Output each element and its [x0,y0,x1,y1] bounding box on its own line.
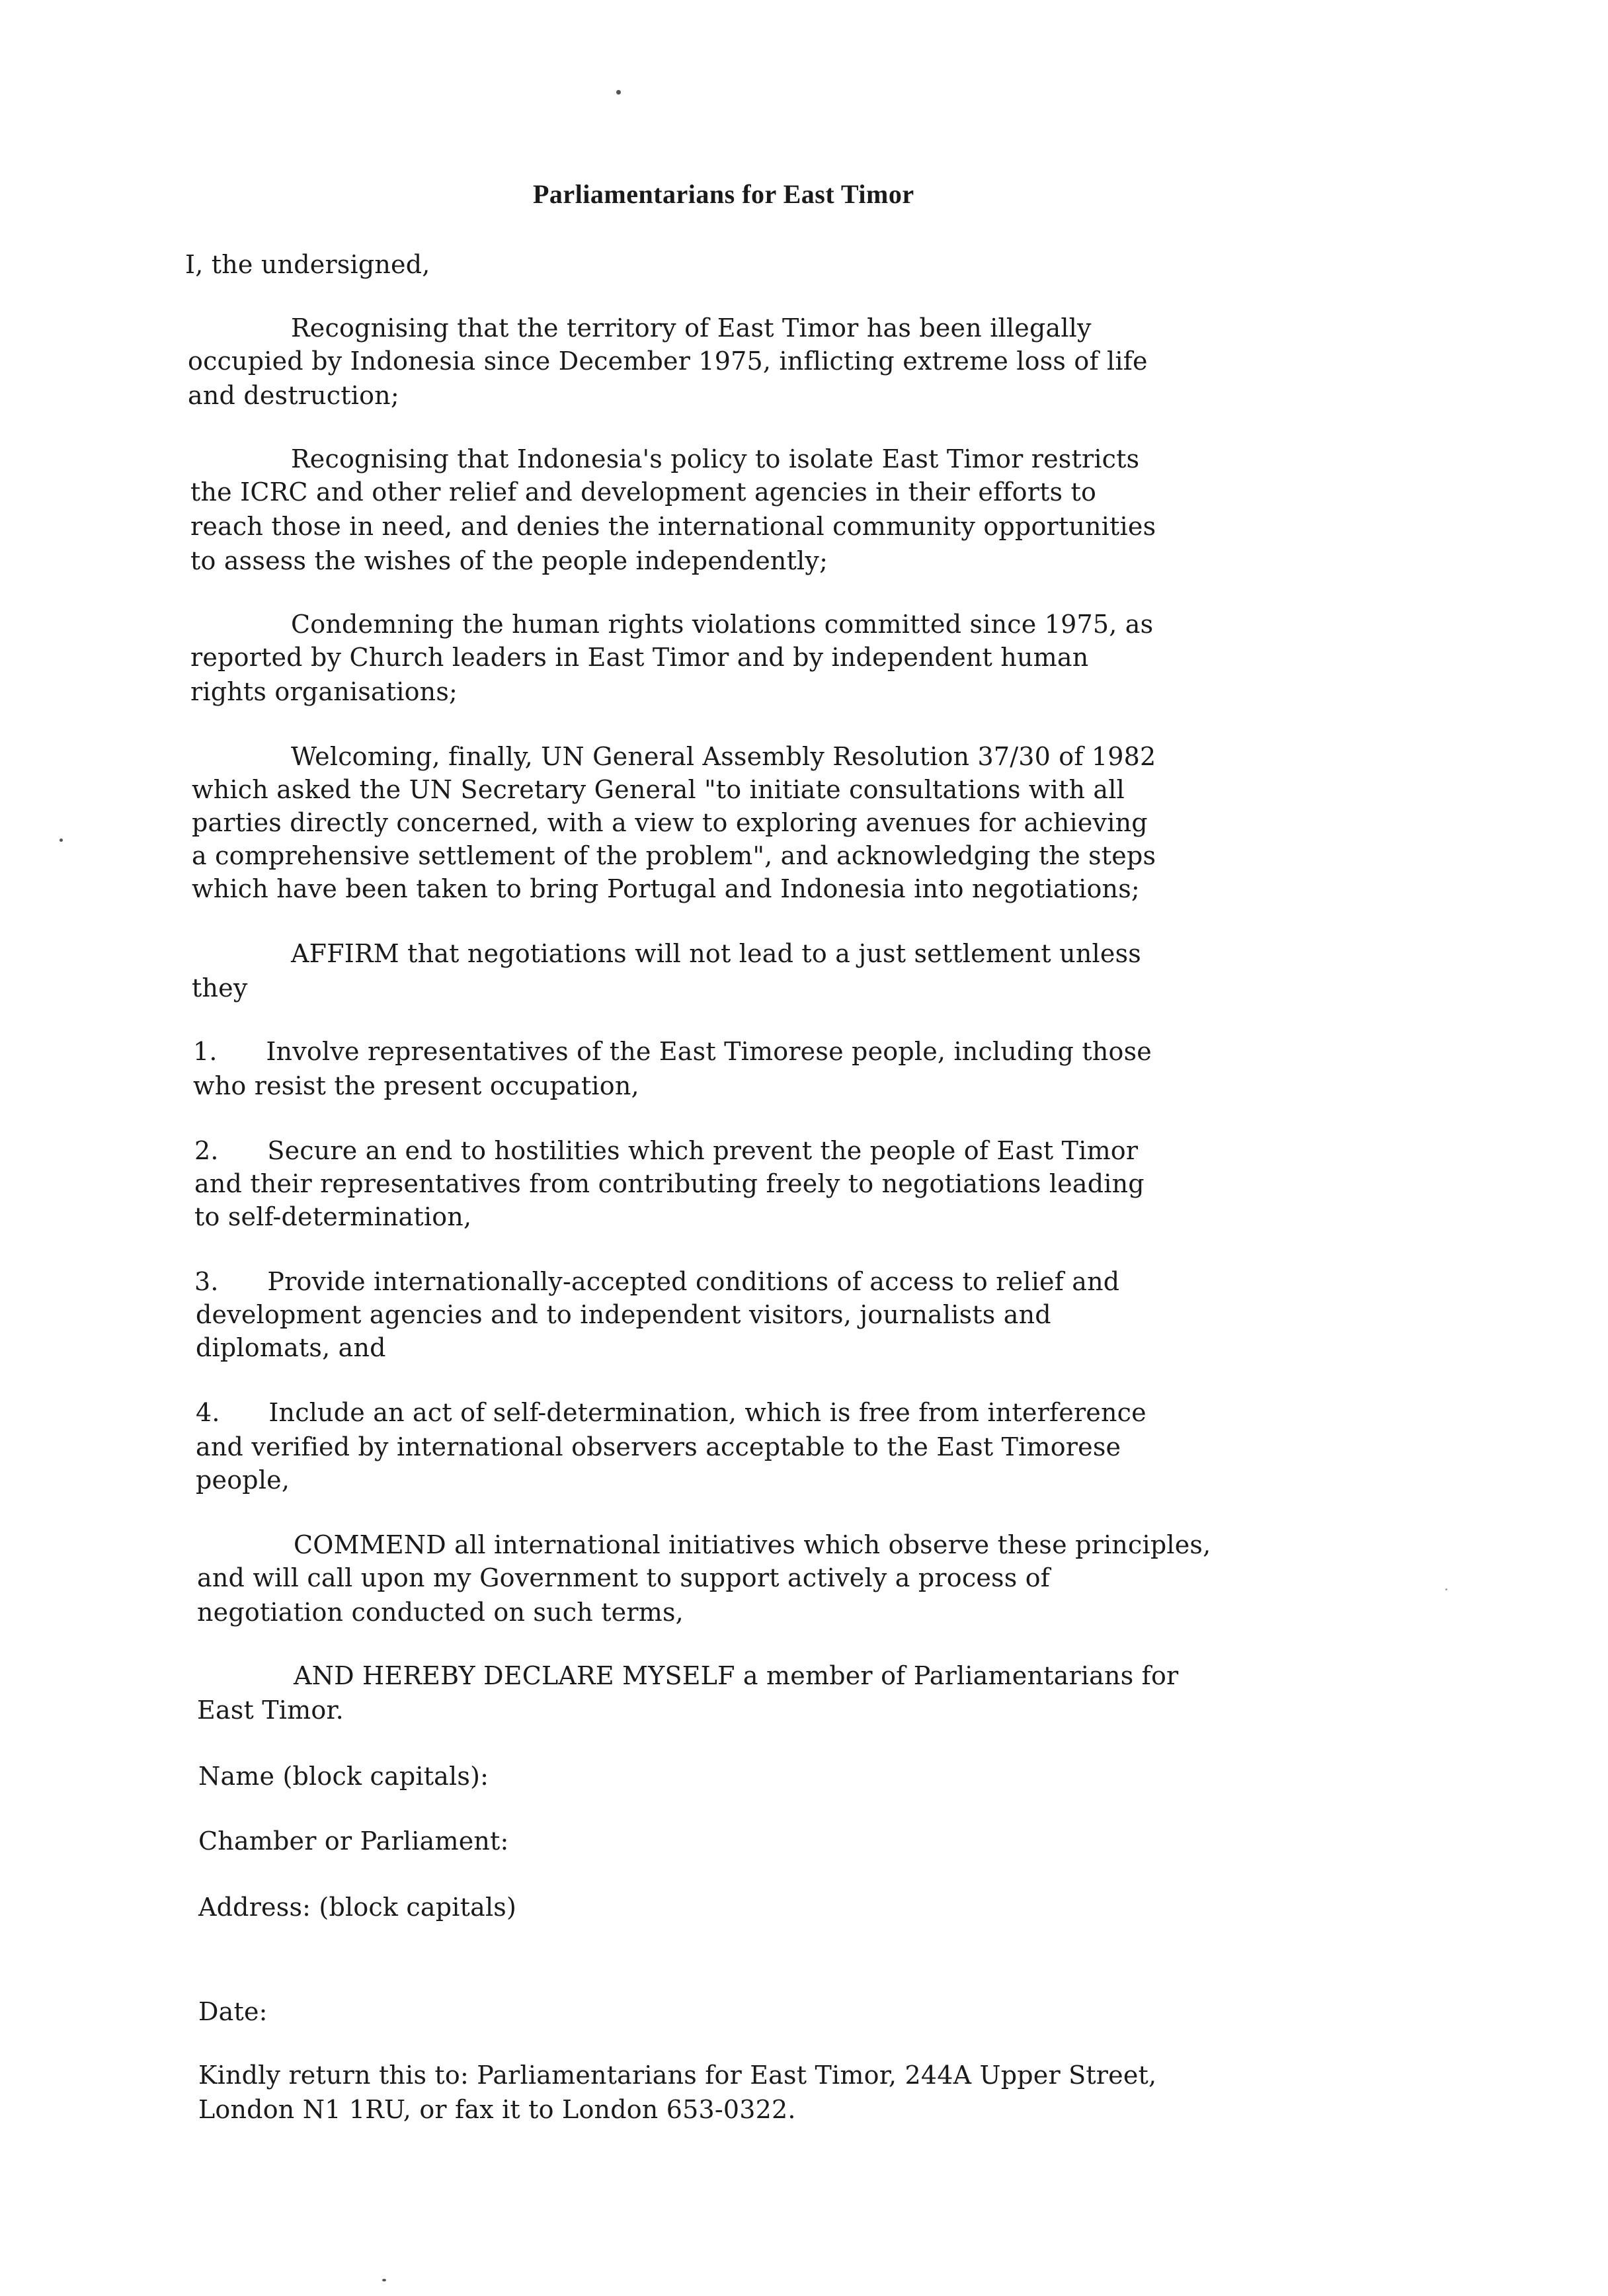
scan-speck [1445,1588,1447,1590]
item-4-line: and verified by international observers acceptable to the East Timorese [196,1432,1121,1461]
recital-3-line: Condemning the human rights violations committed since 1975, as [291,610,1154,639]
recital-2-line: reach those in need, and denies the international community opportunities [190,512,1156,541]
affirm-line: they [192,973,248,1003]
item-2-line: 2. Secure an end to hostilities which prevent the people of East Timor [194,1136,1139,1165]
declare-line: AND HEREBY DECLARE MYSELF a member of Parliamentarians for [294,1661,1179,1690]
item-1-line: who resist the present occupation, [193,1071,639,1100]
recital-1-line: occupied by Indonesia since December 1975, inflicting extreme loss of life [188,347,1148,376]
document-title: Parliamentarians for East Timor [533,179,914,209]
item-3-line: development agencies and to independent visitors, journalists and [196,1300,1051,1329]
item-2-line: to self-determination, [194,1202,472,1231]
item-4-line: people, [196,1465,290,1495]
address-field-label: Address: (block capitals) [198,1893,517,1922]
recital-4-line: Welcoming, finally, UN General Assembly Resolution 37/30 of 1982 [291,742,1156,771]
item-3-line: 3. Provide internationally-accepted conditions of access to relief and [194,1267,1120,1296]
affirm-line: AFFIRM that negotiations will not lead to a just settlement unless [291,939,1141,968]
item-3-line: diplomats, and [196,1333,386,1362]
recital-3-line: rights organisations; [190,677,458,706]
recital-3-line: reported by Church leaders in East Timor and by independent human [190,643,1089,672]
commend-line: COMMEND all international initiatives which observe these principles, [294,1530,1211,1559]
chamber-field-label: Chamber or Parliament: [198,1826,509,1856]
scan-speck [616,90,621,95]
recital-4-line: which have been taken to bring Portugal and Indonesia into negotiations; [192,874,1140,903]
item-2-line: and their representatives from contributing freely to negotiations leading [194,1169,1145,1198]
commend-line: negotiation conducted on such terms, [197,1598,684,1627]
recital-2-line: to assess the wishes of the people independently; [190,546,828,575]
recital-4-line: parties directly concerned, with a view to exploring avenues for achieving [192,808,1148,837]
item-1-line: 1. Involve representatives of the East Timorese people, including those [193,1037,1152,1066]
opening-line: I, the undersigned, [185,250,430,279]
recital-2-line: the ICRC and other relief and development agencies in their efforts to [190,477,1097,507]
declare-line: East Timor. [197,1696,344,1725]
scan-speck [60,839,63,842]
recital-1-line: Recognising that the territory of East Timor has been illegally [291,313,1092,343]
item-4-line: 4. Include an act of self-determination, which is free from interference [196,1398,1146,1427]
recital-4-line: which asked the UN Secretary General "to initiate consultations with all [192,775,1125,804]
scan-speck [382,2279,386,2281]
recital-2-line: Recognising that Indonesia's policy to isolate East Timor restricts [291,444,1140,473]
recital-4-line: a comprehensive settlement of the problem", and acknowledging the steps [192,841,1156,870]
date-field-label: Date: [198,1997,268,2026]
name-field-label: Name (block capitals): [198,1762,489,1791]
return-note-line: London N1 1RU, or fax it to London 653-0322. [198,2095,796,2124]
return-note-line: Kindly return this to: Parliamentarians for East Timor, 244A Upper Street, [198,2061,1157,2090]
commend-line: and will call upon my Government to support actively a process of [197,1563,1051,1592]
recital-1-line: and destruction; [188,381,399,410]
